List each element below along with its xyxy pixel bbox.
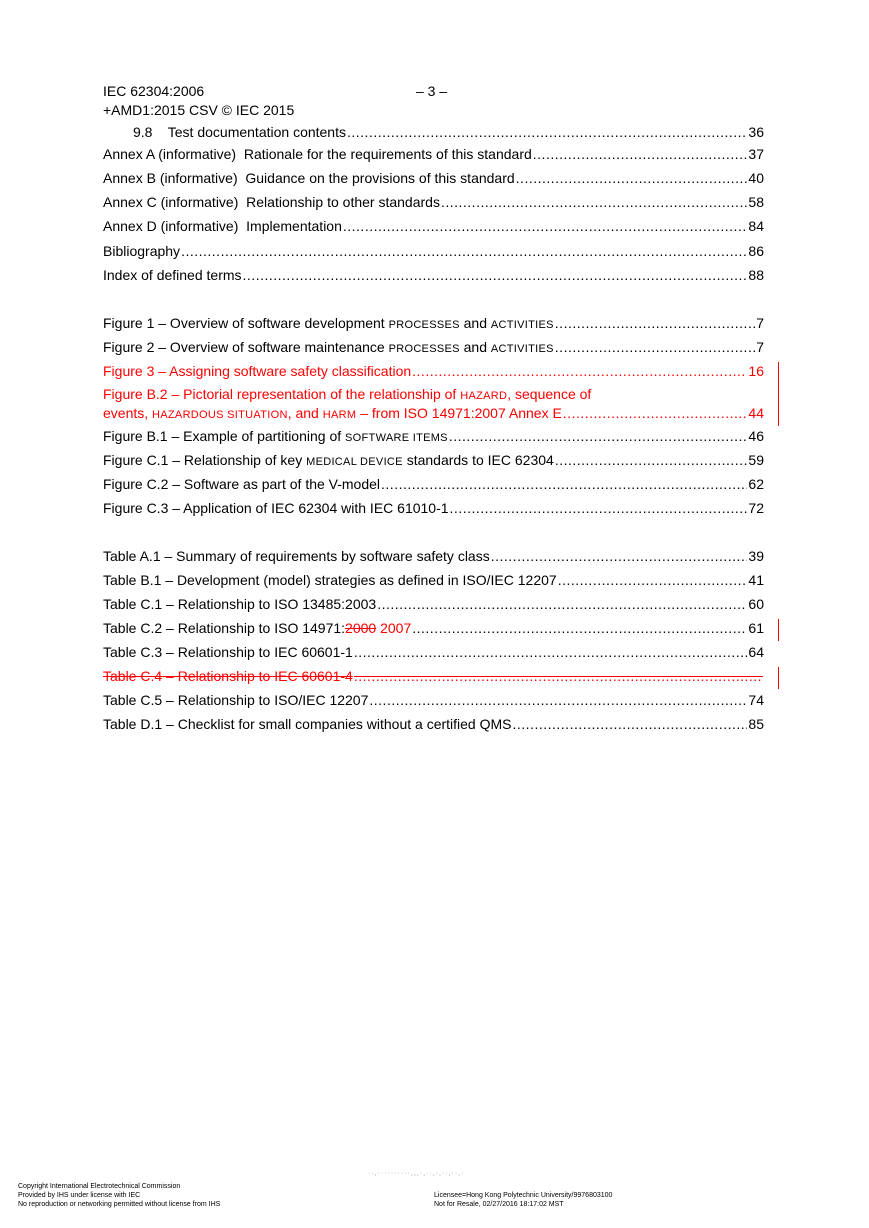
amendment-id: +AMD1:2015 CSV © IEC 2015 [103, 102, 295, 118]
toc-entry[interactable]: Annex B (informative) Guidance on the provisions of this standard ..... 40 [103, 169, 764, 187]
copyright-line: Copyright International Electrotechnical Commission [18, 1183, 181, 1190]
change-bar [778, 362, 779, 426]
standard-id: IEC 62304:2006 [103, 83, 205, 99]
toc-entry[interactable]: 9.8 Test documentation contents ..... 36 [133, 123, 764, 141]
reproduction-line: No reproduction or networking permitted without license from IHS [18, 1201, 221, 1208]
license-line: Provided by IHS under license with IEC [18, 1192, 141, 1199]
toc-entry[interactable]: Annex C (informative) Relationship to other standards ..... 58 [103, 193, 764, 211]
toc-entry[interactable]: Bibliography ..... 86 [103, 242, 764, 260]
figure-entry[interactable]: Figure 1 – Overview of software development PROCESSES and ACTIVITIES ..... 7 [103, 314, 764, 334]
table-entry-deleted[interactable]: Table C.4 – Relationship to IEC 60601-4 ..... [103, 667, 764, 685]
licensee-line: Licensee=Hong Kong Polytechnic University/9976803100 [434, 1192, 613, 1199]
toc-entry[interactable]: Annex A (informative) Rationale for the requirements of this standard ..... 37 [103, 145, 764, 163]
toc-entry[interactable]: Index of defined terms ..... 88 [103, 266, 764, 284]
table-entry[interactable]: Table B.1 – Development (model) strategies as defined in ISO/IEC 12207 ..... 41 [103, 571, 764, 589]
figure-entry[interactable]: Figure 2 – Overview of software maintenance PROCESSES and ACTIVITIES ..... 7 [103, 338, 764, 358]
table-entry[interactable]: Table C.3 – Relationship to IEC 60601-1 ..... 64 [103, 643, 764, 661]
figure-entry-changed[interactable]: Figure B.2 – Pictorial representation of the relationship of HAZARD, sequence of events, HAZARDOUS SITUATION, and HARM – from ISO 14971:2007 Annex E ..... 44 [103, 386, 764, 424]
table-entry[interactable]: Table C.5 – Relationship to ISO/IEC 12207 ..... 74 [103, 691, 764, 709]
change-bar [778, 667, 779, 689]
figure-entry[interactable]: Figure C.1 – Relationship of key MEDICAL DEVICE standards to IEC 62304 ..... 59 [103, 451, 764, 471]
table-entry-changed[interactable]: Table C.2 – Relationship to ISO 14971:2000 2007 ..... 61 [103, 619, 764, 637]
footer-left [18, 1182, 220, 1209]
resale-line: Not for Resale, 02/27/2016 18:17:02 MST [434, 1201, 564, 1208]
figure-entry[interactable]: Figure C.2 – Software as part of the V-model ..... 62 [103, 475, 764, 493]
figure-entry-changed[interactable]: Figure 3 – Assigning software safety classification ..... 16 [103, 362, 764, 380]
table-entry[interactable]: Table D.1 – Checklist for small companies without a certified QMS ..... 85 [103, 715, 764, 733]
toc-entry[interactable]: Annex D (informative) Implementation ..... 84 [103, 217, 764, 235]
table-entry[interactable]: Table A.1 – Summary of requirements by software safety class ..... 39 [103, 547, 764, 565]
footer-noise: ··,··········,,,·,··,·,··,··,· [368, 1170, 465, 1177]
footer-right [434, 1191, 612, 1209]
figure-entry[interactable]: Figure B.1 – Example of partitioning of SOFTWARE ITEMS ..... 46 [103, 427, 764, 447]
figure-entry[interactable]: Figure C.3 – Application of IEC 62304 with IEC 61010-1 ..... 72 [103, 499, 764, 517]
change-bar [778, 619, 779, 641]
doc-header [103, 82, 294, 120]
table-entry[interactable]: Table C.1 – Relationship to ISO 13485:2003 ..... 60 [103, 595, 764, 613]
page-number: – 3 – [416, 83, 448, 99]
